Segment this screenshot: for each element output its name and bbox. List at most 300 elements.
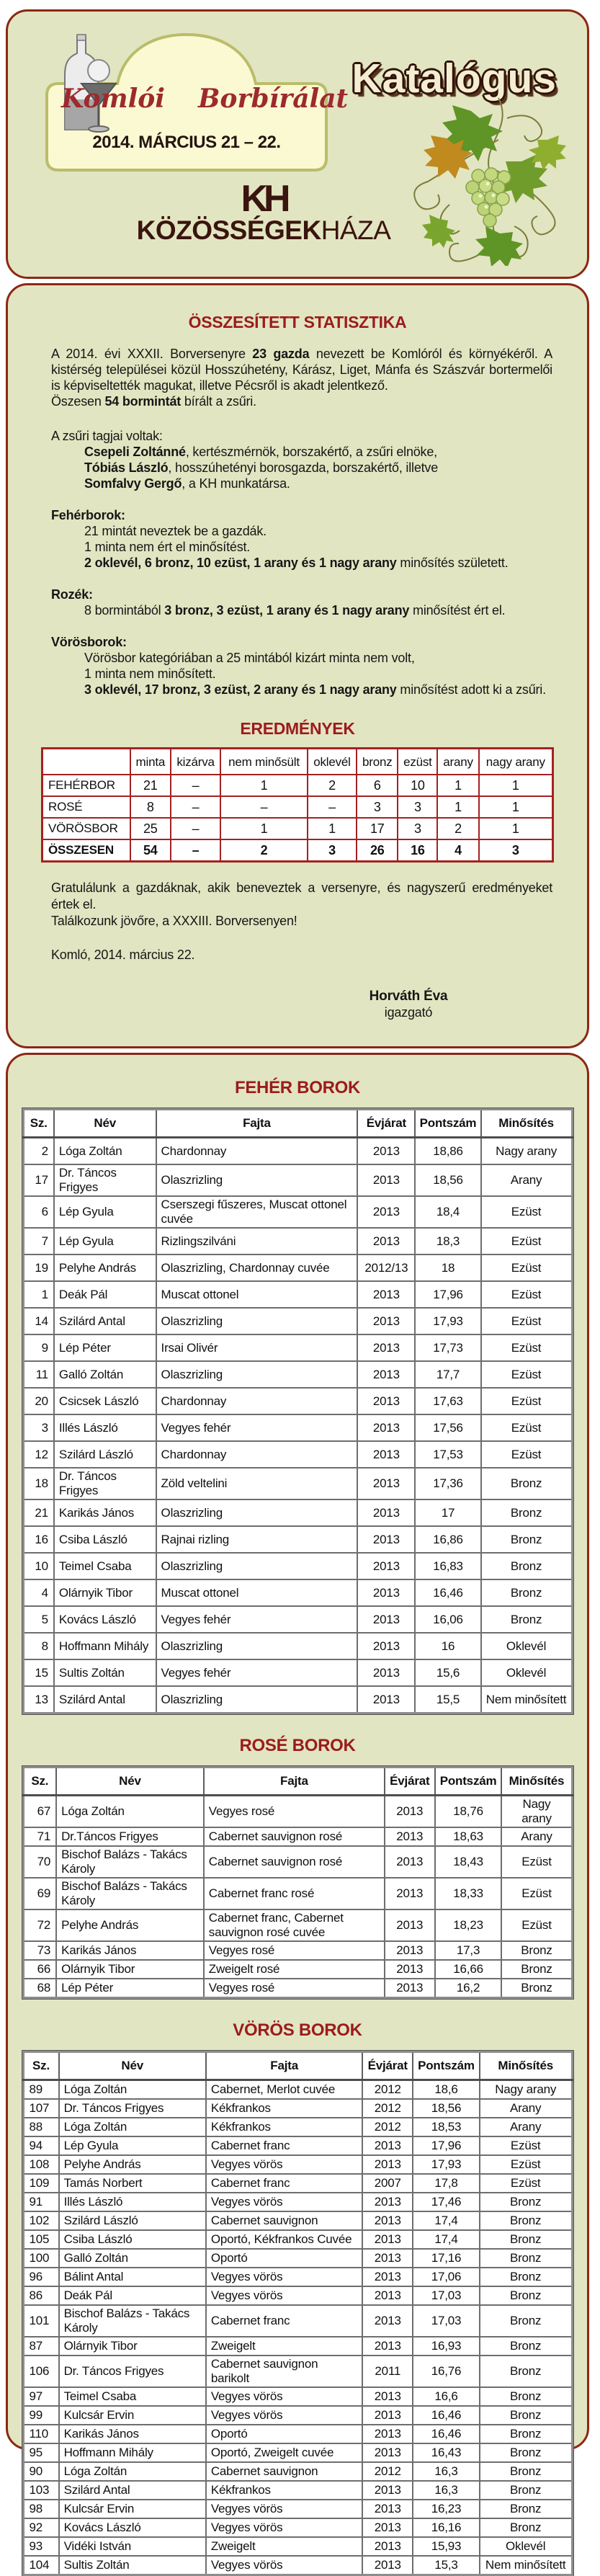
award: Bronz [481,1579,572,1606]
award: Bronz [480,2268,572,2286]
wine-entry-row [23,1499,572,1526]
feher-heading: Fehérborok: [51,508,125,522]
wine-header-row [23,2052,572,2080]
logo-text-bold: KÖZÖSSÉGEK [136,215,321,245]
producer-name: Teimel Csaba [54,1553,156,1579]
text-line: 2 oklevél, 6 bronz, 10 ezüst, 1 arany és 1 nagy arany minősítés született. [84,556,509,570]
award: Ezüst [481,1308,572,1334]
vintage: 2013 [385,1846,435,1878]
grape-variety: Cabernet franc, Cabernet sauvignon rosé cuvée [204,1909,385,1941]
entry-number: 15 [23,1659,54,1686]
catalog-title: Katalógus [352,55,557,102]
results-row [42,818,553,839]
text-line: Csepeli Zoltánné, kertészmérnök, borszakértő, a zsűri elnöke, [84,445,437,459]
wine-entry-row [23,2337,572,2356]
award: Bronz [480,2337,572,2356]
producer-name: Dr.Táncos Frigyes [56,1827,204,1846]
rozek-summary-lines [51,602,552,618]
wine-entry-row [23,1659,572,1686]
signature-name: Horváth Éva [369,989,448,1004]
wine-entry-row [23,1526,572,1553]
entry-number: 99 [23,2406,59,2425]
producer-name: Szilárd Antal [54,1308,156,1334]
total-bold: 54 bormintát [104,394,182,409]
entry-number: 66 [23,1960,56,1979]
grape-variety: Irsai Olivér [156,1334,358,1361]
grape-variety: Cabernet franc rosé [204,1878,385,1909]
award: Bronz [480,2193,572,2211]
grape-variety: Olaszrizling [156,1361,358,1388]
results-row [42,796,553,818]
entry-number: 108 [23,2155,59,2174]
statistics-body [8,346,587,698]
award: Bronz [480,2286,572,2305]
grape-variety: Cabernet franc [206,2305,363,2337]
entry-number: 9 [23,1334,54,1361]
award: Bronz [480,2305,572,2337]
feher-summary-lines [51,523,552,571]
rozek-heading: Rozék: [51,587,93,602]
vintage: 2013 [362,2387,413,2406]
award: Bronz [480,2387,572,2406]
vintage: 2013 [357,1334,415,1361]
score: 17,4 [413,2230,480,2249]
vintage: 2013 [362,2286,413,2305]
results-cell: 1 [437,796,478,818]
wine-entry-row [23,2518,572,2537]
score: 16,66 [435,1960,502,1979]
vintage: 2013 [385,1827,435,1846]
wine-column-header: Sz. [23,1110,54,1138]
entry-number: 19 [23,1254,54,1281]
wine-entry-row [23,2286,572,2305]
results-row [42,775,553,796]
wine-entry-row [23,1308,572,1334]
producer-name: Szilárd Antal [59,2481,206,2500]
award: Bronz [480,2462,572,2481]
entry-number: 12 [23,1441,54,1468]
entry-number: 67 [23,1796,56,1828]
results-cell: 54 [130,839,171,862]
entry-number: 69 [23,1878,56,1909]
results-row-label: FEHÉRBOR [42,775,130,796]
score: 15,93 [413,2537,480,2556]
vintage: 2013 [385,1979,435,1998]
vintage: 2013 [362,2518,413,2537]
wine-column-header: Évjárat [357,1110,415,1138]
feher-borok-table [22,1108,573,1714]
grape-variety: Rajnai rizling [156,1526,358,1553]
entry-number: 70 [23,1846,56,1878]
vintage: 2013 [357,1553,415,1579]
vintage: 2013 [362,2249,413,2268]
grape-variety: Vegyes vörös [206,2556,363,2575]
wine-entry-row [23,1553,572,1579]
grape-variety: Rizlingszilváni [156,1228,358,1254]
entry-number: 92 [23,2518,59,2537]
wine-entry-row [23,1633,572,1659]
grape-variety: Vegyes vörös [206,2500,363,2518]
rose-borok-table [22,1766,573,1999]
grape-variety: Kékfrankos [206,2099,363,2118]
award: Bronz [481,1468,572,1499]
score: 16 [415,1633,480,1659]
award: Bronz [480,2406,572,2425]
grape-variety: Zweigelt [206,2337,363,2356]
entry-number: 13 [23,1686,54,1713]
wine-entry-row [23,2099,572,2118]
grape-variety: Olaszrizling [156,1633,358,1659]
vintage: 2013 [357,1633,415,1659]
producer-name: Lóga Zoltán [56,1796,204,1828]
award: Oklevél [481,1633,572,1659]
wine-entry-row [23,1388,572,1414]
producer-name: Bischof Balázs - Takács Károly [56,1846,204,1878]
vintage: 2012 [362,2118,413,2136]
award: Bronz [480,2481,572,2500]
results-cell: 25 [130,818,171,839]
kh-logo-text [94,216,433,245]
entry-number: 107 [23,2099,59,2118]
wine-header-row [23,1768,572,1796]
badge-date: 2014. MÁRCIUS 21 – 22. [92,133,281,152]
results-column-header [42,749,130,775]
score: 18,56 [415,1164,480,1196]
producer-name: Sultis Zoltán [59,2556,206,2575]
award: Arany [480,2118,572,2136]
jury-intro: A zsűri tagjai voltak: [51,429,163,443]
rose-borok-title: ROSÉ BOROK [239,1736,356,1755]
grape-variety: Vegyes vörös [206,2518,363,2537]
award: Nem minősített [480,2556,572,2575]
hand-illustration [88,60,109,81]
grape-variety: Muscat ottonel [156,1281,358,1308]
producer-name: Karikás János [54,1499,156,1526]
vintage: 2013 [357,1308,415,1334]
total-text: Öszesen [51,394,105,409]
producer-name: Olárnyik Tibor [54,1579,156,1606]
entry-number: 17 [23,1164,54,1196]
vintage: 2013 [385,1960,435,1979]
vintage: 2013 [362,2337,413,2356]
producer-name: Deák Pál [54,1281,156,1308]
producer-name: Lóga Zoltán [59,2118,206,2136]
producer-name: Lóga Zoltán [54,1138,156,1165]
results-cell: 1 [479,775,553,796]
entry-number: 105 [23,2230,59,2249]
entry-number: 68 [23,1979,56,1998]
rose-table-head [23,1768,572,1796]
entry-number: 5 [23,1606,54,1633]
grape-variety: Olaszrizling [156,1686,358,1713]
results-cell: 4 [437,839,478,862]
statistics-title: ÖSSZESÍTETT STATISZTIKA [188,313,407,331]
vintage: 2013 [357,1164,415,1196]
producer-name: Kovács László [54,1606,156,1633]
vintage: 2013 [362,2537,413,2556]
award: Ezüst [481,1441,572,1468]
results-column-header: oklevél [308,749,357,775]
entry-number: 3 [23,1414,54,1441]
award: Bronz [481,1606,572,1633]
award: Bronz [480,2425,572,2443]
score: 17,93 [415,1308,480,1334]
entry-number: 106 [23,2356,59,2387]
score: 18,6 [413,2080,480,2100]
score: 18,33 [435,1878,502,1909]
award: Arany [481,1164,572,1196]
award: Ezüst [480,2136,572,2155]
producer-name: Galló Zoltán [59,2249,206,2268]
feher-borok-title: FEHÉR BOROK [234,1078,361,1097]
score: 17 [415,1499,480,1526]
score: 17,06 [413,2268,480,2286]
award: Bronz [480,2500,572,2518]
text-line: Somfalvy Gergő, a KH munkatársa. [84,476,290,491]
entry-number: 21 [23,1499,54,1526]
award: Bronz [501,1941,572,1960]
feher-table-body [23,1138,572,1713]
score: 16,43 [413,2443,480,2462]
wine-entry-row [23,1796,572,1828]
voros-table-body [23,2080,572,2575]
entry-number: 73 [23,1941,56,1960]
award: Ezüst [481,1388,572,1414]
text-line: Tóbiás László, hosszúhetényi borosgazda, borszakértő, illetve [84,460,439,475]
results-column-header: bronz [357,749,398,775]
score: 16,83 [415,1553,480,1579]
award: Bronz [480,2211,572,2230]
award: Ezüst [481,1254,572,1281]
score: 16,23 [413,2500,480,2518]
score: 15,5 [415,1686,480,1713]
entry-number: 71 [23,1827,56,1846]
grape-variety: Oportó [206,2425,363,2443]
producer-name: Sultis Zoltán [54,1659,156,1686]
wine-entry-row [23,1878,572,1909]
wine-header-row [23,1110,572,1138]
award: Ezüst [501,1846,572,1878]
results-cell: 2 [308,775,357,796]
wine-column-header: Fajta [206,2052,363,2080]
producer-name: Lóga Zoltán [59,2080,206,2100]
total-text-cont: bírált a zsűri. [181,394,256,409]
wine-column-header: Évjárat [385,1768,435,1796]
rose-table-body [23,1796,572,1998]
award: Ezüst [480,2155,572,2174]
producer-name: Teimel Csaba [59,2387,206,2406]
producer-name: Szilárd László [54,1441,156,1468]
producer-name: Illés László [59,2193,206,2211]
score: 16,06 [415,1606,480,1633]
score: 16,3 [413,2481,480,2500]
grape-variety: Vegyes rosé [204,1979,385,1998]
entry-number: 100 [23,2249,59,2268]
wine-entry-row [23,1846,572,1878]
score: 16,3 [413,2462,480,2481]
producer-name: Deák Pál [59,2286,206,2305]
wine-entry-row [23,1941,572,1960]
entry-number: 6 [23,1196,54,1228]
award: Bronz [480,2249,572,2268]
score: 17,53 [415,1441,480,1468]
signature-block [326,988,491,1021]
entry-number: 102 [23,2211,59,2230]
score: 17,56 [415,1414,480,1441]
award: Nagy arany [501,1796,572,1828]
vintage: 2013 [362,2500,413,2518]
grape-variety: Vegyes vörös [206,2406,363,2425]
wine-entry-row [23,1468,572,1499]
vintage: 2013 [357,1138,415,1165]
grape-variety: Vegyes vörös [206,2193,363,2211]
results-cell: – [220,796,308,818]
award: Ezüst [481,1361,572,1388]
results-column-header: arany [437,749,478,775]
wine-entry-row [23,2481,572,2500]
entry-number: 10 [23,1553,54,1579]
grape-variety: Oportó, Zweigelt cuvée [206,2443,363,2462]
entry-number: 1 [23,1281,54,1308]
vintage: 2012 [362,2080,413,2100]
entry-number: 2 [23,1138,54,1165]
award: Bronz [480,2356,572,2387]
wine-column-header: Név [56,1768,204,1796]
wine-entry-row [23,2249,572,2268]
results-cell: 1 [220,775,308,796]
voros-summary-lines [51,650,552,698]
results-cell: 1 [308,818,357,839]
text-line: 21 mintát neveztek be a gazdák. [84,524,267,538]
producer-name: Olárnyik Tibor [56,1960,204,1979]
results-cell: 8 [130,796,171,818]
wine-entry-row [23,1414,572,1441]
results-cell: 3 [398,796,437,818]
score: 18,86 [415,1138,480,1165]
wine-entry-row [23,2118,572,2136]
award: Ezüst [481,1414,572,1441]
intro-text-cont: nevezett be Komlóról és környékéről. A kistérség települései közül Hosszúhetény, Kárász, Liget, Mánfa és Szászvár bortermelői is képviseltették magukat, illetve Pécsről is akadt jelentkező. [51,347,552,393]
wine-entry-row [23,1606,572,1633]
entry-number: 98 [23,2500,59,2518]
award: Ezüst [481,1281,572,1308]
score: 16,76 [413,2356,480,2387]
award: Bronz [481,1526,572,1553]
producer-name: Olárnyik Tibor [59,2337,206,2356]
wine-entry-row [23,2174,572,2193]
vintage: 2012 [362,2462,413,2481]
results-cell: 26 [357,839,398,862]
results-table-body [42,775,553,862]
grape-variety: Cserszegi fűszeres, Muscat ottonel cuvée [156,1196,358,1228]
vintage: 2013 [362,2155,413,2174]
award: Arany [480,2099,572,2118]
score: 18,63 [435,1827,502,1846]
vintage: 2007 [362,2174,413,2193]
vintage: 2013 [357,1579,415,1606]
vintage: 2013 [362,2406,413,2425]
text-line: Vörösbor kategóriában a 25 mintából kizárt minta nem volt, [84,651,415,665]
entry-number: 87 [23,2337,59,2356]
entry-number: 94 [23,2136,59,2155]
results-cell: 3 [308,839,357,862]
statistics-panel [6,283,589,1048]
entry-number: 89 [23,2080,59,2100]
wine-column-header: Sz. [23,2052,59,2080]
grape-variety: Zweigelt rosé [204,1960,385,1979]
wine-entry-row [23,2268,572,2286]
wine-entry-row [23,1960,572,1979]
grape-variety: Cabernet sauvignon rosé [204,1827,385,1846]
producer-name: Kulcsár Ervin [59,2500,206,2518]
results-table-head [42,749,553,775]
score: 16,86 [415,1526,480,1553]
score: 15,6 [415,1659,480,1686]
voros-borok-table [22,2051,573,2576]
grape-variety: Vegyes vörös [206,2155,363,2174]
grape-variety: Vegyes rosé [204,1941,385,1960]
text-line: 1 minta nem ért el minősítést. [84,540,251,554]
award: Bronz [480,2518,572,2537]
grape-variety: Vegyes fehér [156,1606,358,1633]
vintage: 2013 [357,1281,415,1308]
producer-name: Hoffmann Mihály [59,2443,206,2462]
vintage: 2013 [357,1499,415,1526]
grape-variety: Vegyes vörös [206,2268,363,2286]
vintage: 2013 [362,2425,413,2443]
wine-entry-row [23,1441,572,1468]
award: Oklevél [481,1659,572,1686]
producer-name: Kovács László [59,2518,206,2537]
wine-entry-row [23,1979,572,1998]
award: Ezüst [480,2174,572,2193]
results-row-label: ÖSSZESEN [42,839,130,862]
vintage: 2013 [357,1414,415,1441]
vintage: 2013 [362,2211,413,2230]
grape-variety: Vegyes vörös [206,2387,363,2406]
producer-name: Pelyhe András [59,2155,206,2174]
vintage: 2013 [385,1878,435,1909]
entry-number: 72 [23,1909,56,1941]
text-line: 1 minta nem minősített. [84,667,216,681]
results-column-header: ezüst [398,749,437,775]
wine-column-header: Minősítés [481,1110,572,1138]
award: Ezüst [501,1909,572,1941]
score: 17,63 [415,1388,480,1414]
vintage: 2013 [362,2230,413,2249]
vintage: 2013 [357,1388,415,1414]
producer-name: Illés László [54,1414,156,1441]
award: Bronz [501,1960,572,1979]
wine-entry-row [23,1254,572,1281]
score: 17,73 [415,1334,480,1361]
entry-number: 7 [23,1228,54,1254]
producer-name: Dr. Táncos Frigyes [54,1164,156,1196]
producer-name: Dr. Táncos Frigyes [59,2099,206,2118]
wine-entry-row [23,1164,572,1196]
results-cell: 1 [437,775,478,796]
award: Ezüst [481,1228,572,1254]
entry-number: 11 [23,1361,54,1388]
results-column-header: minta [130,749,171,775]
entry-number: 18 [23,1468,54,1499]
closing-block [8,880,587,1021]
producer-name: Lép Gyula [59,2136,206,2155]
results-cell: 2 [220,839,308,862]
award: Bronz [480,2230,572,2249]
vintage: 2013 [385,1796,435,1828]
award: Arany [501,1827,572,1846]
